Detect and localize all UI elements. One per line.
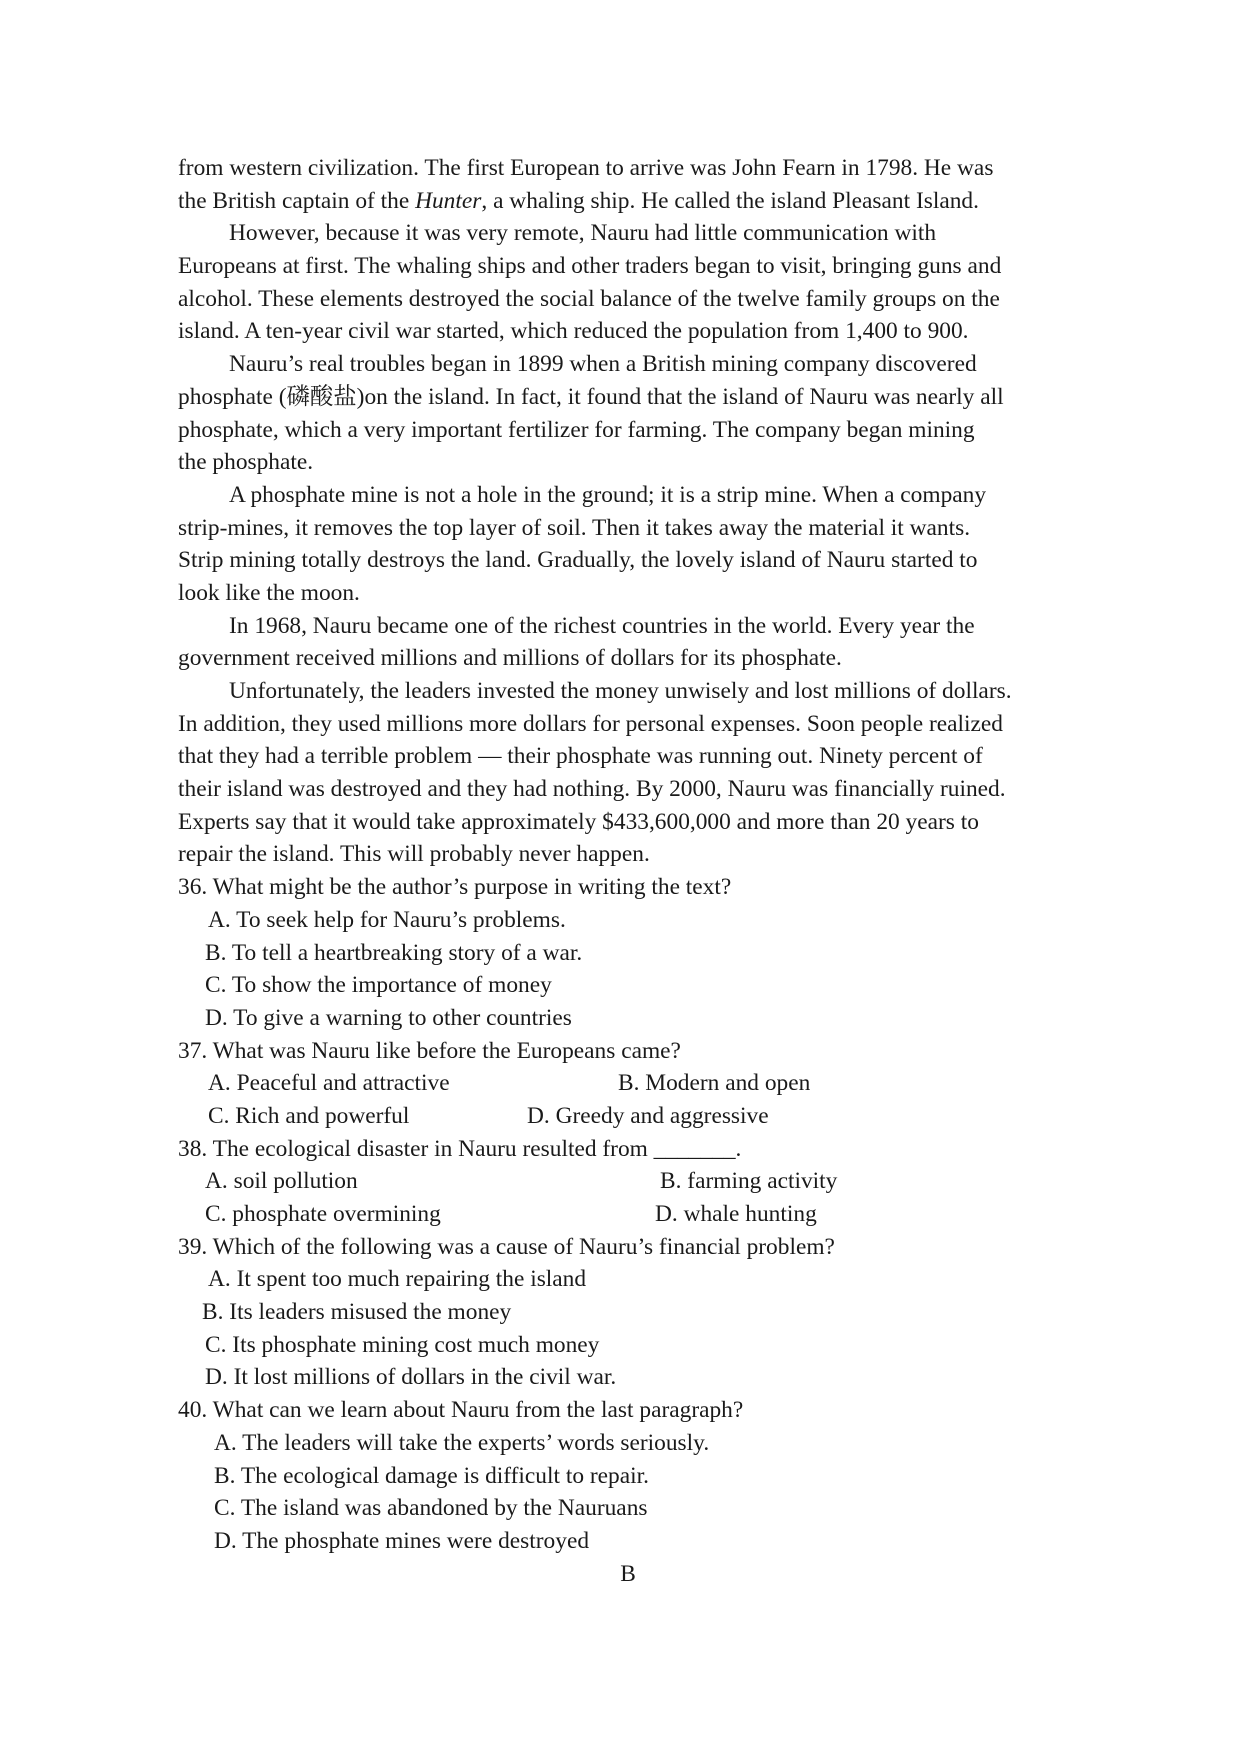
answer-option: A. Peaceful and attractive xyxy=(208,1070,450,1097)
passage-line xyxy=(178,185,1078,218)
answer-option: B. farming activity xyxy=(660,1168,838,1195)
answer-option: B. To tell a heartbreaking story of a war. xyxy=(205,939,583,966)
passage-line: island. A ten-year civil war started, which reduced the population from 1,400 to 900. xyxy=(178,318,969,345)
section-label: B xyxy=(620,1560,636,1587)
passage-line: the phosphate. xyxy=(178,449,314,476)
question-stem: 40. What can we learn about Nauru from the last paragraph? xyxy=(178,1397,744,1424)
answer-option-row xyxy=(178,1100,1078,1133)
answer-option: D. whale hunting xyxy=(655,1201,817,1227)
answer-option: C. The island was abandoned by the Nauruans xyxy=(214,1495,648,1522)
ship-name: Hunter xyxy=(415,187,482,214)
passage-line: government received millions and millions of dollars for its phosphate. xyxy=(178,645,842,672)
answer-option: C. Its phosphate mining cost much money xyxy=(205,1331,600,1358)
answer-option: C. phosphate overmining xyxy=(205,1201,441,1227)
passage-line: A phosphate mine is not a hole in the ground; it is a strip mine. When a company xyxy=(229,481,987,508)
answer-option: B. The ecological damage is difficult to repair. xyxy=(214,1462,649,1489)
passage-line: phosphate (磷酸盐)on the island. In fact, it found that the island of Nauru was nearly all xyxy=(178,383,1004,410)
question-stem: 37. What was Nauru like before the Europeans came? xyxy=(178,1037,681,1064)
answer-option: A. soil pollution xyxy=(205,1168,358,1195)
question-stem: 38. The ecological disaster in Nauru resulted from _______. xyxy=(178,1135,742,1162)
answer-option: D. Greedy and aggressive xyxy=(527,1102,769,1129)
passage-content xyxy=(178,152,1078,1590)
passage-line: phosphate, which a very important fertilizer for farming. The company began mining xyxy=(178,416,975,443)
passage-line: Unfortunately, the leaders invested the money unwisely and lost millions of dollars. xyxy=(229,678,1012,704)
passage-line: However, because it was very remote, Nauru had little communication with xyxy=(229,220,937,247)
answer-option: A. It spent too much repairing the island xyxy=(208,1266,587,1293)
question-stem: 39. Which of the following was a cause of Nauru’s financial problem? xyxy=(178,1233,835,1260)
question-stem: 36. What might be the author’s purpose in writing the text? xyxy=(178,874,732,901)
answer-option-row xyxy=(178,1198,1078,1231)
passage-line: Europeans at first. The whaling ships and other traders began to visit, bringing guns and xyxy=(178,253,1002,280)
passage-line: In addition, they used millions more dollars for personal expenses. Soon people realized xyxy=(178,710,1003,737)
passage-line: that they had a terrible problem — their phosphate was running out. Ninety percent of xyxy=(178,743,983,770)
answer-option-row xyxy=(178,1067,1078,1100)
passage-line: look like the moon. xyxy=(178,579,360,606)
passage-line: strip-mines, it removes the top layer of soil. Then it takes away the material it wants. xyxy=(178,514,971,541)
answer-option: A. To seek help for Nauru’s problems. xyxy=(208,906,566,933)
passage-text: the British captain of the xyxy=(178,187,416,214)
passage-line: Strip mining totally destroys the land. Gradually, the lovely island of Nauru started to xyxy=(178,547,978,574)
answer-option: C. Rich and powerful xyxy=(208,1102,410,1129)
answer-option-row xyxy=(178,1165,1078,1198)
answer-option: C. To show the importance of money xyxy=(205,972,552,999)
answer-option: D. The phosphate mines were destroyed xyxy=(214,1527,590,1554)
passage-line: from western civilization. The first European to arrive was John Fearn in 1798. He was xyxy=(178,155,994,181)
answer-option: D. To give a warning to other countries xyxy=(205,1004,572,1031)
passage-line: alcohol. These elements destroyed the social balance of the twelve family groups on the xyxy=(178,285,1000,312)
passage-line: In 1968, Nauru became one of the richest countries in the world. Every year the xyxy=(229,612,975,639)
answer-option: A. The leaders will take the experts’ words seriously. xyxy=(214,1429,710,1456)
passage-text: , a whaling ship. He called the island Pleasant Island. xyxy=(481,187,979,214)
passage-line: Nauru’s real troubles began in 1899 when a British mining company discovered xyxy=(229,351,977,378)
answer-option: B. Modern and open xyxy=(618,1070,811,1097)
passage-line: Experts say that it would take approximately $433,600,000 and more than 20 years to xyxy=(178,808,979,835)
passage-line: their island was destroyed and they had nothing. By 2000, Nauru was financially ruined. xyxy=(178,776,1006,803)
passage-line: repair the island. This will probably never happen. xyxy=(178,841,650,868)
answer-option: B. Its leaders misused the money xyxy=(202,1299,512,1326)
answer-option: D. It lost millions of dollars in the civil war. xyxy=(205,1364,617,1391)
